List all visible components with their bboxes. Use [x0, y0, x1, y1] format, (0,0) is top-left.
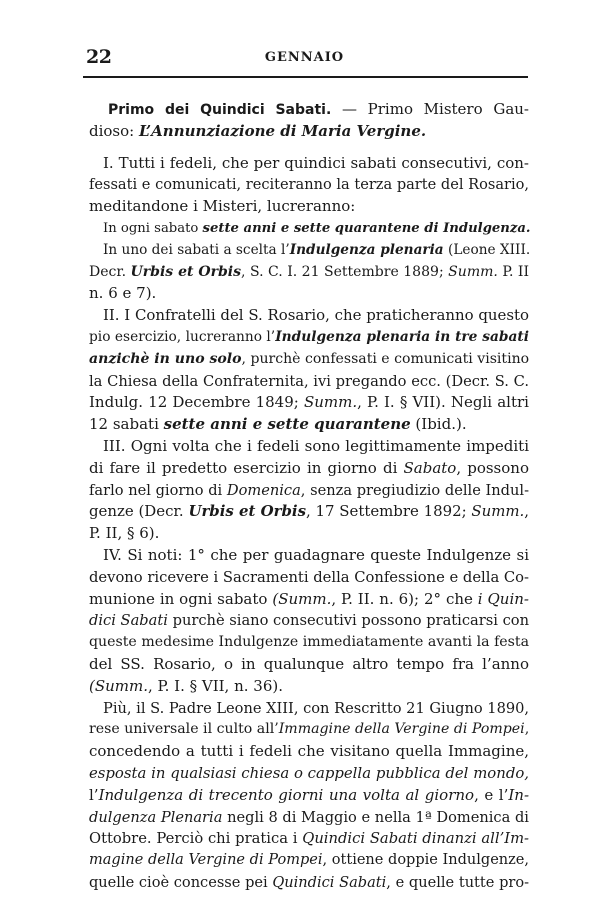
text-line: meditandone i Misteri, lucreranno: [89, 197, 356, 216]
text-span: Sabato [403, 458, 457, 477]
text-line: concedendo a tutti i fedeli che visitano quella Immagine, [89, 742, 529, 761]
text-line: devono ricevere i Sacramenti della Confessione e della Co- [89, 568, 530, 586]
text-span: Urbis et Orbis [188, 502, 307, 521]
text-span: (Summ. [272, 589, 332, 608]
text-span: Quindici Sabati dinanzi all’Im- [302, 830, 530, 848]
text-span: Domenica [226, 481, 301, 499]
text-span: Summ. [448, 263, 498, 280]
heading-subtitle: L’Annunziazione di Maria Vergine. [138, 121, 427, 140]
spacer [89, 143, 529, 153]
text-line [89, 480, 529, 502]
text-line [89, 327, 529, 349]
text-span: i Quin- [477, 589, 529, 608]
text-line [89, 828, 529, 850]
text-span: Ottobre. Perciò chi pratica i [89, 830, 303, 848]
text-line: fessati e comunicati, reciteranno la terza parte del Rosario, [89, 176, 529, 194]
text-line: del SS. Rosario, o in qualunque altro tempo fra l’anno [89, 654, 529, 673]
text-line [89, 414, 529, 436]
text-span: , P. I. § VII, n. 36). [148, 676, 283, 695]
text-line: la Chiesa della Confraternita, ivi pregando ecc. (Decr. S. C. [89, 372, 529, 390]
text-line: P. II, § 6). [89, 524, 160, 543]
text-span: munione in ogni sabato [89, 589, 273, 608]
text-line [89, 807, 529, 829]
text-span: Urbis et Orbis [130, 263, 242, 280]
text-span: In- [508, 785, 530, 804]
text-line [89, 349, 529, 371]
text-line [89, 262, 529, 284]
text-line: n. 6 e 7). [89, 284, 157, 303]
text-span: rese universale il culto all’ [89, 721, 279, 738]
header-rule [83, 76, 528, 78]
text-span: Quindici Sabati [272, 873, 387, 891]
text-line [89, 676, 529, 698]
text-span: farlo nel giorno di [89, 481, 227, 499]
text-span: Indulgenza plenaria [289, 241, 444, 258]
text-span: Immagine della Vergine di Pompei [278, 721, 525, 738]
text-span: , senza pregiudizio delle Indul- [300, 481, 529, 499]
text-span: Summ. [471, 502, 525, 521]
text-span: esposta in qualsiasi chiesa o cappella pubblica del mondo, [89, 763, 529, 782]
text-span: dici Sabati [89, 612, 168, 630]
text-span: pio esercizio, lucreranno l’ [89, 328, 276, 345]
text-span: , purchè confessati e comunicati visitino [241, 350, 530, 367]
text-span: magine della Vergine di Pompei [89, 852, 323, 869]
text-line [89, 763, 529, 785]
text-span: Indulgenza plenaria in tre sabati [275, 328, 530, 345]
text-span: , S. C. I. 21 Settembre 1889; [241, 263, 449, 280]
text-span: , possono [456, 458, 529, 477]
text-span: , [524, 721, 530, 738]
text-span: Indulg. 12 Decembre 1849; [89, 393, 304, 412]
text-span: sette anni e sette quarantene [163, 415, 411, 434]
text-span: In uno dei sabati a scelta l’ [103, 241, 290, 258]
text-span: l’ [89, 785, 99, 804]
text-span: sette anni e sette quarantene di Indulgenza. [202, 220, 531, 236]
text-span: di fare il predetto esercizio in giorno di [89, 458, 404, 477]
text-line [89, 785, 529, 807]
text-span: genze (Decr. [89, 502, 189, 521]
text-span: dulgenza Plenaria [89, 808, 223, 826]
text-span: P. II [497, 263, 529, 280]
text-line: IV. Si noti: 1° che per guadagnare queste Indulgenze si [103, 545, 529, 564]
text-line [89, 501, 529, 523]
text-span: purchè siano consecutivi possono praticarsi con [167, 612, 530, 630]
text-line: queste medesime Indulgenze immediatamente avanti la festa [89, 634, 529, 651]
text-line [89, 589, 529, 611]
section-heading: Primo dei Quindici Sabati. [108, 102, 332, 118]
text-span: , e l’ [474, 785, 509, 804]
text-span: , e quelle tutte pro- [386, 873, 530, 891]
text-line [89, 218, 529, 240]
text-line [89, 719, 529, 741]
text-line [89, 240, 529, 262]
text-span: , ottiene doppie Indulgenze, [322, 852, 529, 869]
text-line [89, 610, 529, 632]
text-span: quelle cioè concesse pei [89, 873, 273, 891]
text-line: I. Tutti i fedeli, che per quindici sabati consecutivi, con- [103, 153, 529, 172]
text-span: , 17 Settembre 1892; [306, 502, 472, 521]
text-span: , P. I. § VII). Negli altri [357, 393, 529, 412]
text-span: (Ibid.). [410, 415, 467, 434]
text-span: 12 sabati [89, 415, 164, 434]
heading-line [89, 121, 529, 143]
text-line: Più, il S. Padre Leone XIII, con Rescritto 21 Giugno 1890, [103, 699, 530, 717]
page-body [89, 99, 529, 894]
text-span: anzichè in uno solo [89, 350, 242, 367]
heading-line [89, 99, 529, 121]
text-span: In ogni sabato [103, 220, 203, 236]
text-span: Summ. [303, 393, 358, 412]
heading-text: dioso: [89, 121, 139, 140]
text-span: (Leone XIII. [443, 241, 531, 258]
heading-text: — Primo Mistero Gau- [331, 100, 529, 118]
text-line: II. I Confratelli del S. Rosario, che praticheranno questo [103, 306, 529, 325]
text-line [89, 872, 529, 894]
page-number: 22 [86, 46, 112, 68]
text-line [89, 850, 529, 872]
text-span: , P. II. n. 6); 2° che [331, 589, 478, 608]
text-span: (Summ. [89, 676, 149, 695]
text-span: negli 8 di Maggio e nella 1ª Domenica di [222, 808, 529, 826]
text-span: , [524, 502, 529, 521]
text-line: III. Ogni volta che i fedeli sono legittimamente impediti [103, 436, 529, 455]
running-title: GENNAIO [264, 50, 345, 65]
text-span: Indulgenza di trecento giorni una volta al giorno [98, 785, 475, 804]
text-line [89, 458, 529, 480]
text-line [89, 392, 529, 414]
text-span: Decr. [89, 263, 131, 280]
